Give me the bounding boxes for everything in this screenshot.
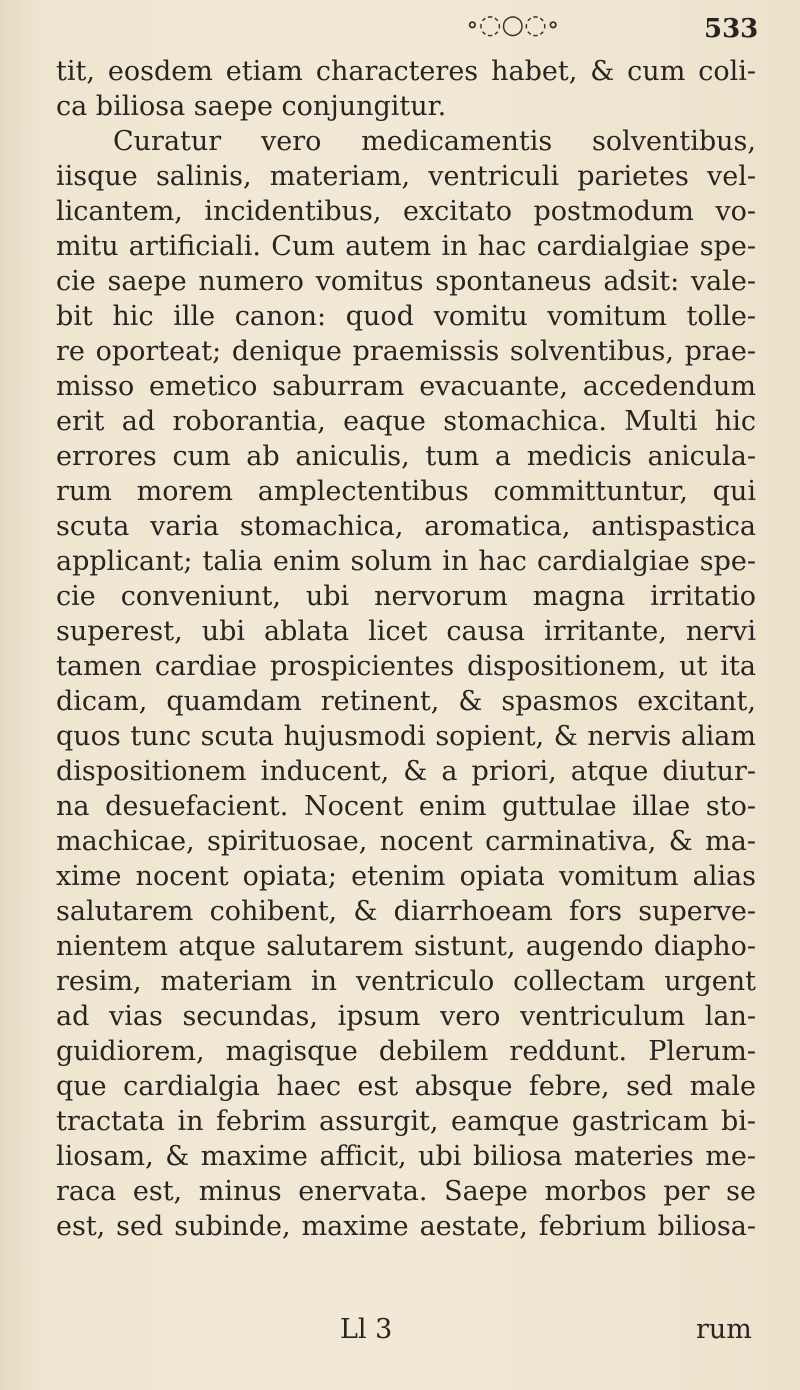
page-number: 533 <box>704 14 759 44</box>
text-line-30: que cardialgia haec est absque febre, sed male <box>56 1071 756 1102</box>
text-line-1: tit, eosdem etiam characteres habet, & cum coli- <box>56 56 756 87</box>
text-line-6: mitu artificiali. Cum autem in hac cardialgiae spe- <box>56 231 756 262</box>
text-line-28: ad vias secundas, ipsum vero ventriculum lan- <box>56 1001 756 1032</box>
body-text <box>56 54 756 1244</box>
text-line-29: guidiorem, magisque debilem reddunt. Plerum- <box>56 1036 756 1067</box>
text-line-14: scuta varia stomachica, aromatica, antispastica <box>56 511 756 542</box>
text-line-5: licantem, incidentibus, excitato postmodum vo- <box>56 196 756 227</box>
text-line-17: superest, ubi ablata licet causa irritante, nervi <box>56 616 756 647</box>
text-line-25: salutarem cohibent, & diarrhoeam fors superve- <box>56 896 756 927</box>
text-line-10: misso emetico saburram evacuante, accedendum <box>56 371 756 402</box>
text-line-8: bit hic ille canon: quod vomitu vomitum tolle- <box>56 301 756 332</box>
signature-mark: Ll 3 <box>340 1314 393 1345</box>
text-line-33: raca est, minus enervata. Saepe morbos per se <box>56 1176 756 1207</box>
text-line-3: Curatur vero medicamentis solventibus, <box>113 126 756 157</box>
page-header <box>0 8 800 48</box>
text-line-16: cie conveniunt, ubi nervorum magna irritatio <box>56 581 756 612</box>
text-line-31: tractata in febrim assurgit, eamque gastricam bi- <box>56 1106 756 1137</box>
text-line-22: na desuefacient. Nocent enim guttulae illae sto- <box>56 791 756 822</box>
text-line-24: xime nocent opiata; etenim opiata vomitum alias <box>56 861 756 892</box>
catchword: rum <box>696 1314 752 1345</box>
text-line-34: est, sed subinde, maxime aestate, febrium biliosa- <box>56 1211 756 1242</box>
text-line-19: dicam, quamdam retinent, & spasmos excitant, <box>56 686 756 717</box>
text-line-7: cie saepe numero vomitus spontaneus adsit: vale- <box>56 266 756 297</box>
text-line-4: iisque salinis, materiam, ventriculi parietes vel- <box>56 161 756 192</box>
text-line-15: applicant; talia enim solum in hac cardialgiae spe- <box>56 546 756 577</box>
text-line-12: errores cum ab aniculis, tum a medicis anicula- <box>56 441 756 472</box>
text-line-2: ca biliosa saepe conjungitur. <box>56 91 447 122</box>
text-line-26: nientem atque salutarem sistunt, augendo diapho- <box>56 931 756 962</box>
text-line-9: re oporteat; denique praemissis solventibus, prae- <box>56 336 756 367</box>
text-line-13: rum morem amplectentibus committuntur, qui <box>56 476 756 507</box>
text-line-18: tamen cardiae prospicientes dispositionem, ut ita <box>56 651 756 682</box>
text-line-23: machicae, spirituosae, nocent carminativa, & ma- <box>56 826 756 857</box>
page-footer <box>0 1312 800 1348</box>
text-line-32: liosam, & maxime afficit, ubi biliosa materies me- <box>56 1141 756 1172</box>
text-line-21: dispositionem inducent, & a priori, atque diutur- <box>56 756 756 787</box>
header-ornament: ∘◌○◌∘ <box>466 10 560 40</box>
text-line-20: quos tunc scuta hujusmodi sopient, & nervis aliam <box>56 721 756 752</box>
text-line-11: erit ad roborantia, eaque stomachica. Multi hic <box>56 406 756 437</box>
text-line-27: resim, materiam in ventriculo collectam urgent <box>56 966 756 997</box>
